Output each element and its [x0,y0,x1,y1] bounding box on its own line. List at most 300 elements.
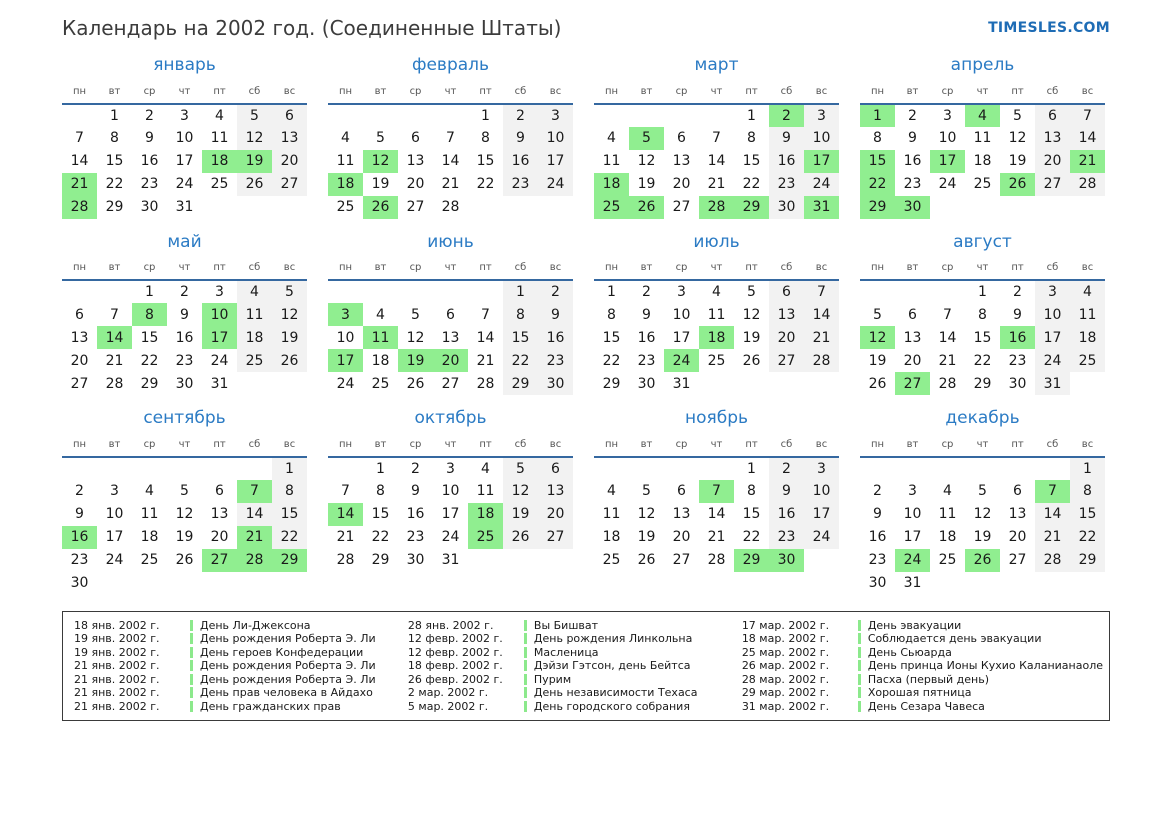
day-cell: 29 [1070,549,1105,572]
legend-item [737,619,1103,633]
day-cell: 8 [873,130,882,147]
day-cell: 6 [1035,104,1070,127]
empty-cell [594,104,629,127]
weekday-header: сб [1035,83,1070,104]
day-cell: 2 [642,284,651,301]
holiday-day-cell: 28 [699,196,734,219]
legend-item [403,673,733,687]
day-cell: 14 [707,506,726,523]
weekday-header: ср [398,259,433,280]
day-cell: 13 [210,506,229,523]
legend-holiday-name: Пасха (первый день) [867,672,990,686]
day-cell: 16 [538,326,573,349]
empty-cell [1070,372,1105,395]
day-cell: 11 [210,130,229,147]
day-cell: 20 [406,176,425,193]
holiday-day-cell: 24 [664,349,699,372]
empty-cell [62,104,97,127]
day-cell: 26 [742,352,761,369]
holiday-day-cell: 16 [1000,326,1035,349]
holiday-day-cell: 26 [1000,173,1035,196]
holiday-day-cell: 8 [132,303,167,326]
day-cell: 8 [747,483,756,500]
empty-cell [930,572,965,595]
weekday-header: ср [930,436,965,457]
day-cell: 2 [1013,284,1022,301]
day-cell: 29 [371,552,390,569]
day-cell: 13 [441,329,460,346]
day-cell: 13 [672,506,691,523]
legend-item [69,686,399,700]
legend-item [403,632,733,646]
day-cell: 4 [145,483,154,500]
holiday-day-cell: 17 [328,349,363,372]
empty-cell [503,549,538,572]
day-cell: 9 [145,130,154,147]
weekday-header: пт [202,436,237,457]
weekday-header: пн [62,83,97,104]
holiday-marker-bar [858,647,861,658]
weekday-header: пт [734,83,769,104]
day-cell: 16 [868,529,887,546]
day-cell: 11 [602,506,621,523]
holiday-day-cell: 5 [629,127,664,150]
legend-holiday-name: День городского собрания [533,699,690,713]
day-cell: 11 [602,153,621,170]
weekday-header: пт [1000,259,1035,280]
day-cell: 18 [237,326,272,349]
day-cell: 25 [336,199,355,216]
day-cell: 17 [175,153,194,170]
holiday-day-cell: 11 [363,326,398,349]
day-cell: 12 [237,127,272,150]
day-cell: 21 [938,352,957,369]
day-cell: 28 [336,552,355,569]
day-cell: 28 [476,375,495,392]
weekday-header: пн [594,436,629,457]
legend-item [737,659,1103,673]
empty-cell [538,196,573,219]
empty-cell [664,104,699,127]
day-cell: 5 [272,280,307,303]
weekday-header: вс [272,259,307,280]
day-cell: 5 [237,104,272,127]
month-title: май [167,231,202,252]
empty-cell [1035,572,1070,595]
month-9 [62,409,307,595]
day-cell: 2 [873,483,882,500]
day-cell: 20 [272,150,307,173]
weekday-header: ср [930,83,965,104]
holiday-day-cell: 29 [734,549,769,572]
day-cell: 13 [406,153,425,170]
month-8 [860,233,1105,396]
day-cell: 5 [503,457,538,480]
day-cell: 1 [272,457,307,480]
empty-cell [237,457,272,480]
day-cell: 3 [908,483,917,500]
day-cell: 26 [868,375,887,392]
holiday-marker-bar [190,660,193,671]
day-cell: 18 [938,529,957,546]
holiday-day-cell: 18 [202,150,237,173]
legend-date: 26 мар. 2002 г. [741,659,830,673]
day-cell: 14 [476,329,495,346]
day-cell: 30 [1008,375,1027,392]
day-cell: 10 [903,506,922,523]
day-cell: 25 [237,349,272,372]
legend-date: 17 мар. 2002 г. [741,618,830,632]
legend-item [69,659,399,673]
weekday-header: пн [62,436,97,457]
day-cell: 14 [237,503,272,526]
day-cell: 4 [943,483,952,500]
holiday-marker-bar [524,633,527,644]
weekday-header: чт [965,83,1000,104]
day-cell: 6 [1013,483,1022,500]
day-cell: 15 [503,326,538,349]
day-cell: 9 [538,303,573,326]
weekday-header: чт [699,83,734,104]
day-cell: 31 [175,199,194,216]
legend-holiday-name: Масленица [533,645,599,659]
day-cell: 2 [908,107,917,124]
legend-item [69,700,399,714]
day-cell: 24 [441,529,460,546]
day-cell: 8 [747,130,756,147]
weekday-header: пт [1000,83,1035,104]
legend-item [69,673,399,687]
day-cell: 8 [607,306,616,323]
legend-item [403,700,733,714]
month-grid [328,83,573,219]
weekday-header: вт [895,436,930,457]
day-cell: 20 [538,503,573,526]
holiday-marker-bar [858,701,861,712]
holiday-marker-bar [524,687,527,698]
day-cell: 22 [272,526,307,549]
day-cell: 7 [943,306,952,323]
day-cell: 6 [75,306,84,323]
day-cell: 13 [1008,506,1027,523]
day-cell: 4 [1070,280,1105,303]
empty-cell [398,280,433,303]
day-cell: 2 [411,460,420,477]
day-cell: 27 [441,375,460,392]
holiday-day-cell: 17 [202,326,237,349]
holiday-marker-bar [858,620,861,631]
day-cell: 28 [707,552,726,569]
weekday-header: ср [930,259,965,280]
weekday-header: сб [1035,436,1070,457]
day-cell: 22 [371,529,390,546]
day-cell: 30 [769,196,804,219]
day-cell: 13 [672,153,691,170]
month-grid [62,83,307,219]
weekday-header: вт [363,436,398,457]
empty-cell [629,104,664,127]
weekday-header: вс [272,436,307,457]
day-cell: 12 [406,329,425,346]
day-cell: 21 [707,529,726,546]
day-cell: 13 [903,329,922,346]
brand-link[interactable]: TIMESLES.COM [988,20,1110,36]
day-cell: 11 [336,153,355,170]
holiday-day-cell: 3 [328,303,363,326]
weekday-header: пт [734,259,769,280]
weekday-header: вс [1070,83,1105,104]
weekday-header: чт [167,83,202,104]
holiday-day-cell: 22 [860,173,895,196]
holiday-day-cell: 18 [699,326,734,349]
day-cell: 11 [707,306,726,323]
weekday-header: чт [965,436,1000,457]
day-cell: 2 [75,483,84,500]
empty-cell [1070,572,1105,595]
day-cell: 8 [376,483,385,500]
day-cell: 10 [336,329,355,346]
month-grid [860,83,1105,219]
day-cell: 16 [406,506,425,523]
month-title: август [953,231,1012,252]
weekday-header: вт [629,259,664,280]
holiday-day-cell: 17 [804,150,839,173]
empty-cell [97,457,132,480]
month-11 [594,409,839,595]
day-cell: 22 [742,176,761,193]
weekday-header: чт [433,259,468,280]
empty-cell [594,457,629,480]
day-cell: 21 [804,326,839,349]
day-cell: 7 [110,306,119,323]
legend-holiday-name: День гражданских прав [200,699,341,713]
weekday-header: вт [97,436,132,457]
day-cell: 22 [602,352,621,369]
day-cell: 22 [742,529,761,546]
legend-holiday-name: День Сьюарда [867,645,952,659]
day-cell: 8 [503,303,538,326]
month-grid [594,436,839,572]
day-cell: 20 [210,529,229,546]
day-cell: 20 [1008,529,1027,546]
holiday-day-cell: 27 [895,372,930,395]
day-cell: 19 [503,503,538,526]
empty-cell [965,457,1000,480]
empty-cell [328,457,363,480]
month-title: январь [153,55,216,75]
weekday-header: сб [769,436,804,457]
weekday-header: сб [503,259,538,280]
day-cell: 4 [237,280,272,303]
day-cell: 3 [215,284,224,301]
day-cell: 4 [376,306,385,323]
legend-item [737,632,1103,646]
day-cell: 11 [237,303,272,326]
weekday-header: чт [699,436,734,457]
weekday-header: вс [804,83,839,104]
legend-date: 18 мар. 2002 г. [741,632,830,646]
day-cell: 27 [1008,552,1027,569]
day-cell: 28 [804,349,839,372]
weekday-header: вс [804,259,839,280]
day-cell: 6 [908,306,917,323]
empty-cell [699,372,734,395]
holiday-day-cell: 7 [699,480,734,503]
legend-holiday-name: День рождения Роберта Э. Ли [200,632,376,646]
holiday-day-cell: 19 [398,349,433,372]
legend-date: 18 февр. 2002 г. [407,659,503,673]
empty-cell [895,280,930,303]
legend-holiday-name: День независимости Техаса [533,686,698,700]
day-cell: 18 [602,529,621,546]
holiday-day-cell: 29 [860,196,895,219]
day-cell: 27 [538,526,573,549]
holiday-day-cell: 15 [860,150,895,173]
month-grid [62,436,307,595]
holiday-marker-bar [524,701,527,712]
day-cell: 14 [1070,127,1105,150]
holiday-day-cell: 28 [237,549,272,572]
legend-holiday-name: День Сезара Чавеса [867,699,985,713]
day-cell: 6 [215,483,224,500]
holiday-day-cell: 14 [97,326,132,349]
day-cell: 16 [769,503,804,526]
day-cell: 19 [637,529,656,546]
weekday-header: вс [1070,436,1105,457]
day-cell: 2 [503,104,538,127]
day-cell: 19 [868,352,887,369]
empty-cell [363,280,398,303]
day-cell: 23 [406,529,425,546]
day-cell: 15 [105,153,124,170]
day-cell: 26 [406,375,425,392]
day-cell: 16 [503,150,538,173]
legend-date: 21 янв. 2002 г. [74,699,160,713]
legend-date: 21 янв. 2002 г. [74,686,160,700]
month-10 [328,409,573,595]
legend-holiday-name: День рождения Роберта Э. Ли [200,659,376,673]
holiday-day-cell: 20 [433,349,468,372]
month-12 [860,409,1105,595]
day-cell: 2 [538,280,573,303]
month-title: октябрь [414,408,487,429]
empty-cell [272,372,307,395]
holiday-day-cell: 17 [930,150,965,173]
weekday-header: сб [769,259,804,280]
weekday-header: вт [97,259,132,280]
day-cell: 24 [1035,349,1070,372]
day-cell: 25 [371,375,390,392]
empty-cell [965,572,1000,595]
day-cell: 17 [903,529,922,546]
holiday-day-cell: 16 [62,526,97,549]
month-title: март [694,55,739,75]
day-cell: 10 [804,127,839,150]
legend-item [737,673,1103,687]
legend-item [737,686,1103,700]
day-cell: 22 [503,349,538,372]
day-cell: 14 [938,329,957,346]
legend-item [69,619,399,633]
empty-cell [965,196,1000,219]
month-title: декабрь [945,408,1020,429]
weekday-header: чт [965,259,1000,280]
legend-date: 5 мар. 2002 г. [407,699,489,713]
empty-cell [202,457,237,480]
weekday-header: пт [468,83,503,104]
day-cell: 12 [637,153,656,170]
holiday-day-cell: 4 [965,104,1000,127]
empty-cell [167,572,202,595]
month-grid [594,259,839,395]
day-cell: 11 [938,506,957,523]
day-cell: 24 [175,176,194,193]
day-cell: 13 [769,303,804,326]
weekday-header: ср [398,83,433,104]
day-cell: 31 [1035,372,1070,395]
weekday-header: пн [860,259,895,280]
day-cell: 13 [272,127,307,150]
day-cell: 7 [481,306,490,323]
day-cell: 25 [602,552,621,569]
month-grid [860,436,1105,595]
empty-cell [1035,196,1070,219]
day-cell: 16 [175,329,194,346]
day-cell: 15 [602,329,621,346]
holiday-day-cell: 19 [237,150,272,173]
day-cell: 5 [180,483,189,500]
day-cell: 9 [642,306,651,323]
weekday-header: пт [734,436,769,457]
day-cell: 1 [145,284,154,301]
holiday-marker-bar [858,660,861,671]
day-cell: 8 [481,130,490,147]
day-cell: 22 [973,352,992,369]
day-cell: 19 [973,529,992,546]
day-cell: 23 [769,173,804,196]
empty-cell [468,549,503,572]
day-cell: 8 [978,306,987,323]
month-7 [594,233,839,396]
day-cell: 19 [272,326,307,349]
legend-item [403,619,733,633]
day-cell: 14 [1035,503,1070,526]
day-cell: 21 [1035,526,1070,549]
day-cell: 30 [70,575,89,592]
day-cell: 6 [677,483,686,500]
day-cell: 30 [140,199,159,216]
empty-cell [62,280,97,303]
empty-cell [503,196,538,219]
day-cell: 27 [672,552,691,569]
holiday-day-cell: 30 [895,196,930,219]
legend-item [737,700,1103,714]
day-cell: 10 [672,306,691,323]
legend-date: 29 мар. 2002 г. [741,686,830,700]
weekday-header: пн [328,259,363,280]
day-cell: 9 [180,306,189,323]
day-cell: 30 [868,575,887,592]
empty-cell [62,457,97,480]
day-cell: 2 [769,457,804,480]
day-cell: 11 [973,130,992,147]
page-title: Календарь на 2002 год. (Соединенные Штаты) [62,16,562,40]
legend-item [69,632,399,646]
weekday-header: вт [895,83,930,104]
month-1 [62,56,307,219]
day-cell: 7 [341,483,350,500]
weekday-header: пн [594,259,629,280]
